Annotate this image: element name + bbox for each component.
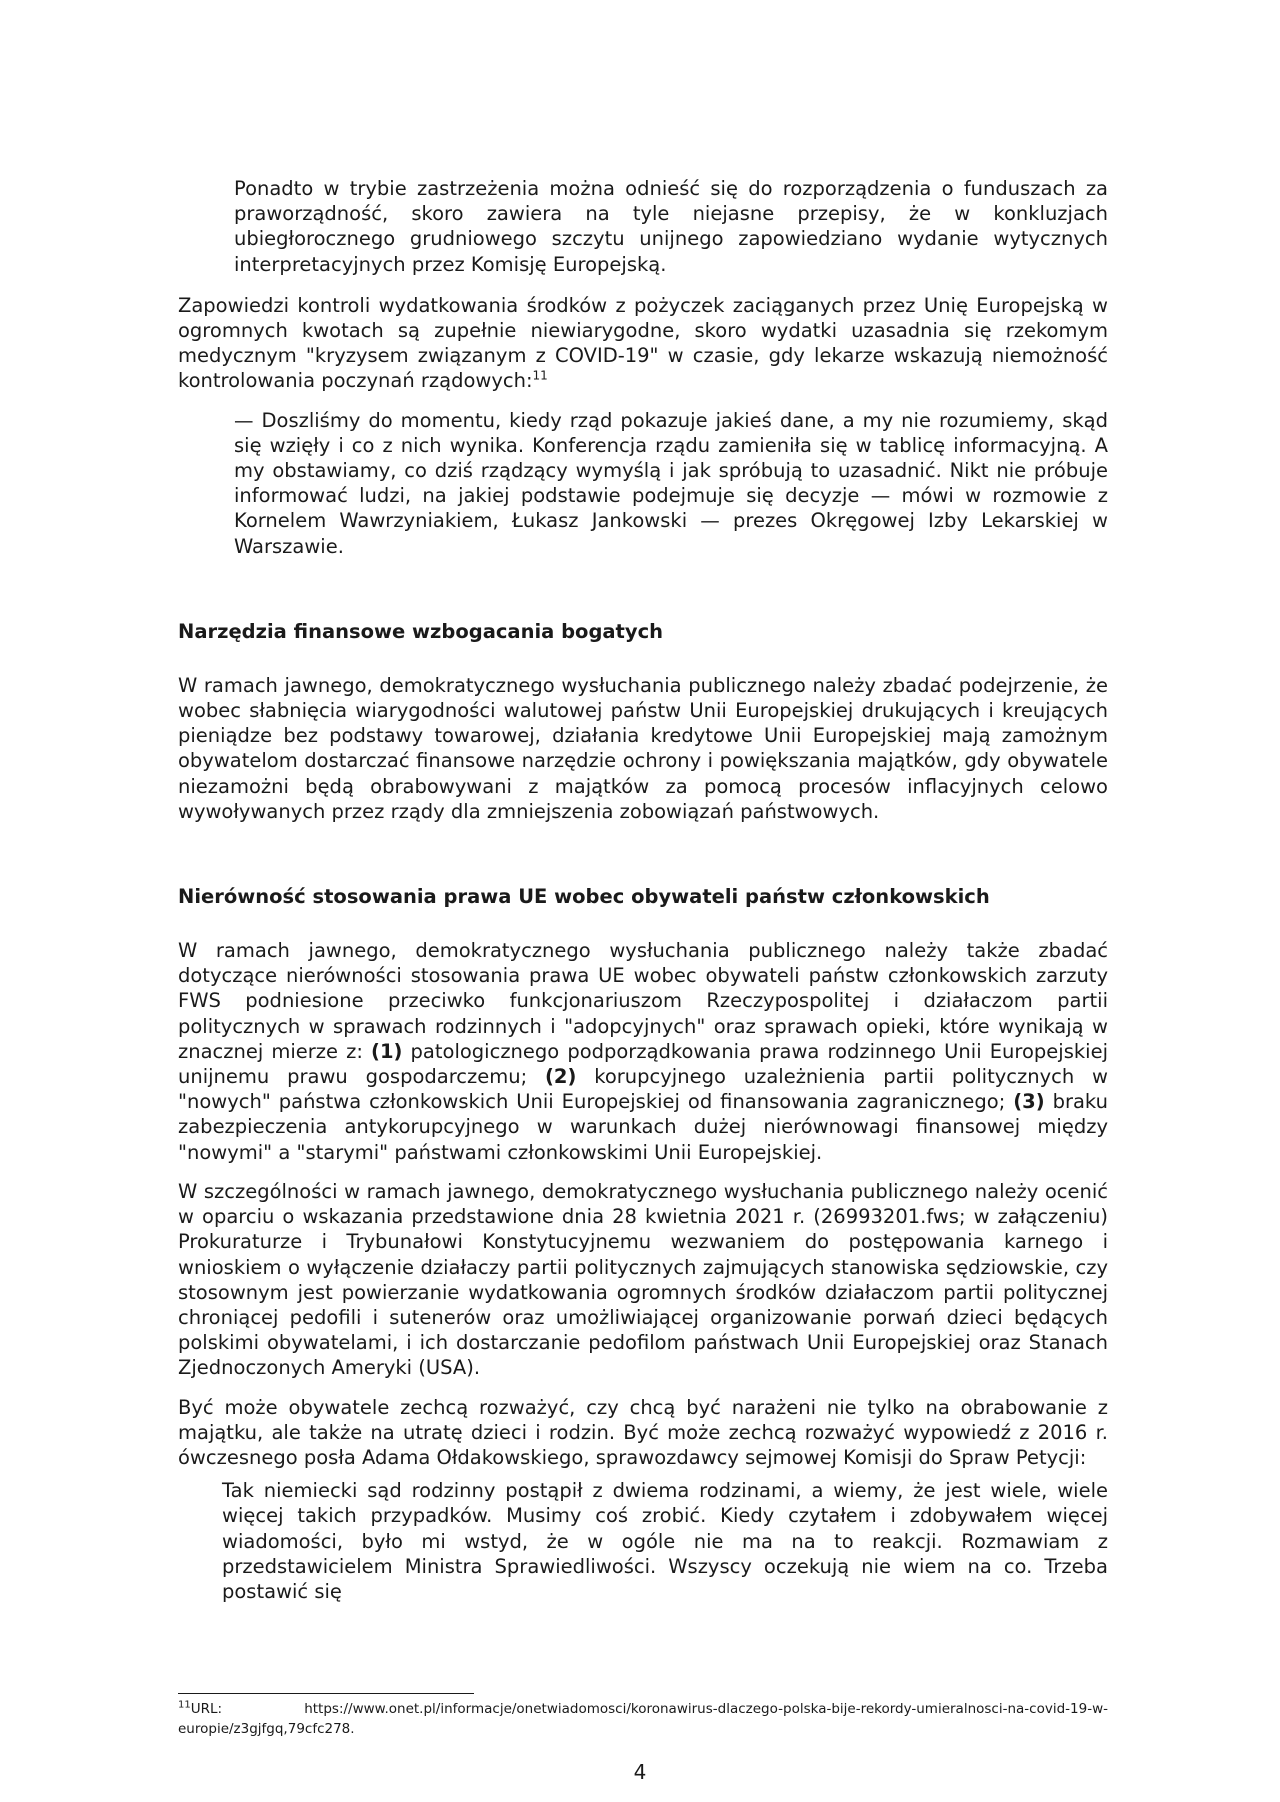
paragraph-nierownosc-text-3: korupcyjnego uzależnienia partii politycznych w "nowych" państwa członkowskich Unii Europejskiej od finansowania zagranicznego;	[178, 1065, 1108, 1114]
page-number: 4	[633, 1760, 647, 1784]
list-marker-1: (1)	[371, 1039, 403, 1063]
footnote	[178, 1699, 1108, 1739]
section-heading-nierownosc: Nierówność stosowania prawa UE wobec obywateli państw członkowskich	[178, 885, 990, 909]
paragraph-nierownosc-text-1: W ramach jawnego, demokratycznego wysłuchania publicznego należy także zbadać dotyczące nierówności stosowania prawa UE wobec obywateli państw członkowskich zarzuty FWS podniesione przeciwko funkcjonariuszom Rzeczypospolitej i działaczom partii politycznych w sprawach rodzinnych i "adopcyjnych" oraz sprawach opieki, które wynikają w znacznej mierze z:	[178, 939, 1108, 1063]
paragraph-narzedzia-finansowe: W ramach jawnego, demokratycznego wysłuchania publicznego należy zbadać podejrzenie, że wobec słabnięcia wiarygodności walutowej państw Unii Europejskiej drukujących i kreujących pieniądze bez podstawy towarowej, działania kredytowe Unii Europejskiej mają zamożnym obywatelom dostarczać finansowe narzędzie ochrony i powiększania majątków, gdy obywatele niezamożni będą obrabowywani z majątków za pomocą procesów inflacyjnych celowo wywoływanych przez rządy dla zmniejszenia zobowiązań państwowych.	[178, 673, 1108, 823]
paragraph-nierownosc	[178, 938, 1108, 1165]
footnote-reference[interactable]: 11	[532, 368, 548, 383]
list-marker-3: (3)	[1013, 1090, 1045, 1114]
paragraph-byc-moze: Być może obywatele zechcą rozważyć, czy chcą być narażeni nie tylko na obrabowanie z majątku, ale także na utratę dzieci i rodzin. Być może zechcą rozważyć wypowiedź z 2016 r. ówczesnego posła Adama Ołdakowskiego, sprawozdawcy sejmowej Komisji do Spraw Petycji:	[178, 1395, 1108, 1469]
list-marker-2: (2)	[545, 1065, 577, 1089]
footnote-divider	[178, 1693, 474, 1694]
section-heading-narzedzia-finansowe: Narzędzia finansowe wzbogacania bogatych	[178, 619, 664, 643]
paragraph-zapowiedzi-text: Zapowiedzi kontroli wydatkowania środków z pożyczek zaciąganych przez Unię Europejską w ogromnych kwotach są zupełnie niewiarygodne, skoro wydatki uzasadnia się rzekomym medycznym "kryzysem związanym z COVID-19" w czasie, gdy lekarze wskazują niemożność kontrolowania poczynań rządowych:	[178, 293, 1108, 393]
footnote-number: 11	[178, 1699, 191, 1711]
paragraph-rozporzadzenie: Ponadto w trybie zastrzeżenia można odnieść się do rozporządzenia o funduszach za praworządność, skoro zawiera na tyle niejasne przepisy, że w konkluzjach ubiegłorocznego grudniowego szczytu unijnego zapowiedziano wydanie wytycznych interpretacyjnych przez Komisję Europejską.	[234, 177, 1108, 276]
footnote-url[interactable]: URL: https://www.onet.pl/informacje/onetwiadomosci/koronawirus-dlaczego-polska-bije-rekordy-umieralnosci-na-covid-19-w-europie/z3gjfgq,79cfc278.	[178, 1701, 1108, 1737]
paragraph-w-szczegolnosci: W szczególności w ramach jawnego, demokratycznego wysłuchania publicznego należy ocenić w oparciu o wskazania przedstawione dnia 28 kwietnia 2021 r. (26993201.fws; w załączeniu) Prokuraturze i Trybunałowi Konstytucyjnemu wezwaniem do postępowania karnego i wnioskiem o wyłączenie działaczy partii politycznych zajmujących stanowiska sędziowskie, czy stosownym jest powierzanie wydatkowania ogromnych środków działaczom partii politycznej chroniącej pedofili i sutenerów oraz umożliwiającej organizowanie porwań dzieci będących polskimi obywatelami, i ich dostarczanie pedofilom państwach Unii Europejskiej oraz Stanach Zjednoczonych Ameryki (USA).	[178, 1179, 1108, 1380]
quote-oldakowski: Tak niemiecki sąd rodzinny postąpił z dwiema rodzinami, a wiemy, że jest wiele, wiele więcej takich przypadków. Musimy coś zrobić. Kiedy czytałem i zdobywałem więcej wiadomości, było mi wstyd, że w ogóle nie ma na to reakcji. Rozmawiam z przedstawicielem Ministra Sprawiedliwości. Wszyscy oczekują nie wiem na co. Trzeba postawić się	[222, 1479, 1108, 1603]
paragraph-zapowiedzi-kontroli	[178, 293, 1108, 394]
paragraph-nierownosc-text-2: patologicznego podporządkowania prawa rodzinnego Unii Europejskiej unijnemu prawu gospodarczemu;	[178, 1039, 1108, 1089]
text-column	[178, 176, 1108, 1604]
paragraph-nierownosc-text-4: braku zabezpieczenia antykorupcyjnego w warunkach dużej nierównowagi finansowej między "nowymi" a "starymi" państwami członkowskimi Unii Europejskiej.	[178, 1090, 1108, 1164]
quote-jankowski: — Doszliśmy do momentu, kiedy rząd pokazuje jakieś dane, a my nie rozumiemy, skąd się wzięły i co z nich wynika. Konferencja rządu zamieniła się w tablicę informacyjną. A my obstawiamy, co dziś rządzący wymyślą i jak spróbują to uzasadnić. Nikt nie próbuje informować ludzi, na jakiej podstawie podejmuje się decyzje — mówi w rozmowie z Kornelem Wawrzyniakiem, Łukasz Jankowski — prezes Okręgowej Izby Lekarskiej w Warszawie.	[234, 408, 1108, 558]
